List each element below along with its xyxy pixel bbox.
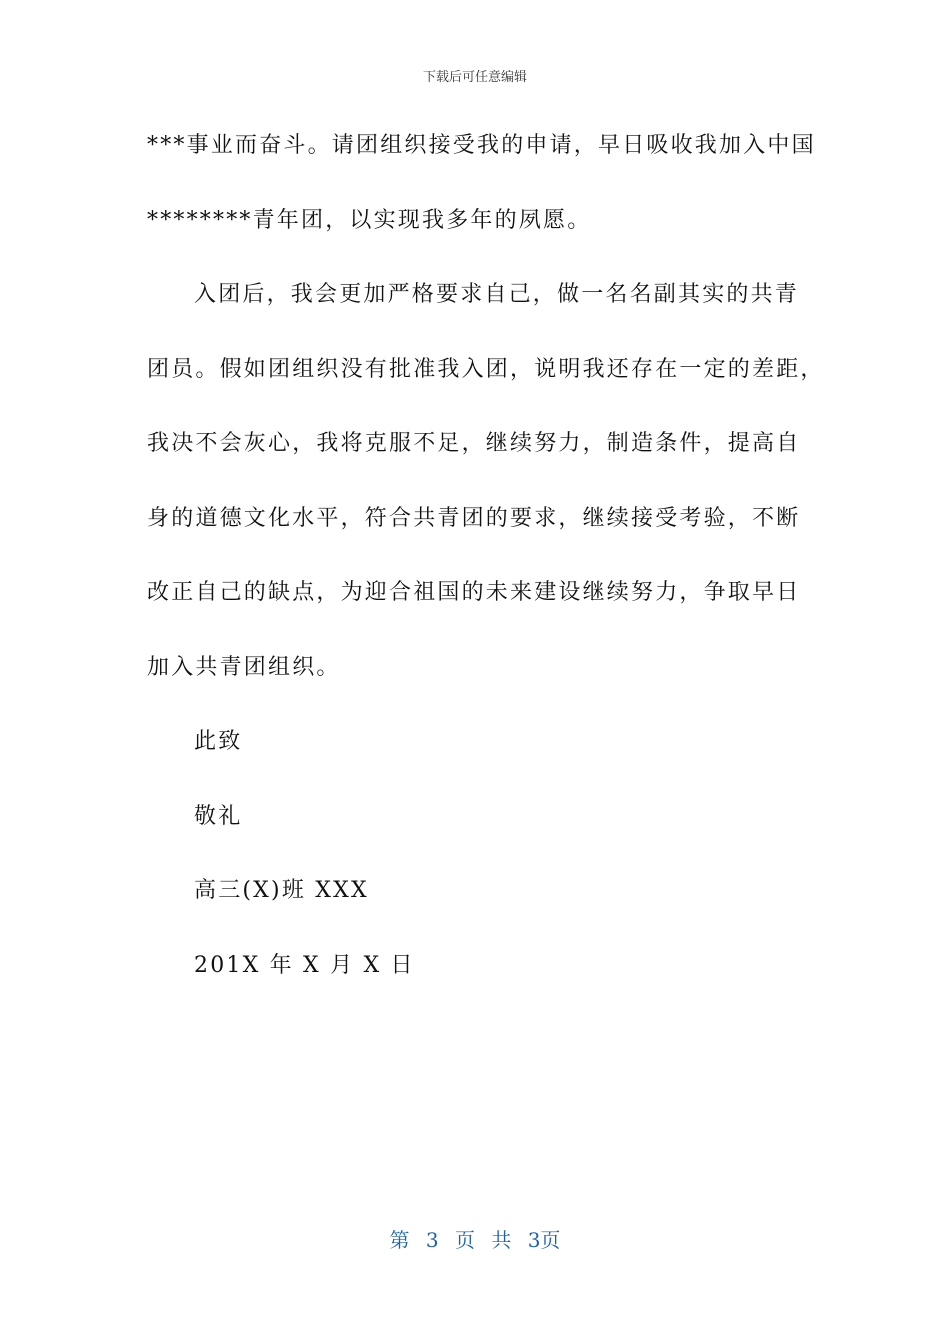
page-number: 第 3 页 共 3页 bbox=[389, 1228, 561, 1252]
paragraph-line: 团员。假如团组织没有批准我入团，说明我还存在一定的差距， bbox=[147, 356, 825, 382]
paragraph-line: 我决不会灰心，我将克服不足，继续努力，制造条件，提高自 bbox=[147, 431, 801, 456]
paragraph-line: 加入共青团组织。 bbox=[147, 654, 341, 680]
paragraph-line: 身的道德文化水平，符合共青团的要求，继续接受考验，不断 bbox=[147, 505, 801, 531]
header-note: 下载后可任意编辑 bbox=[422, 70, 527, 85]
signature: 高三(X)班 XXX bbox=[194, 878, 369, 903]
paragraph-line: 改正自己的缺点，为迎合祖国的未来建设继续努力，争取早日 bbox=[147, 580, 801, 605]
letter-body bbox=[147, 124, 825, 1018]
date: 201X 年 X 月 X 日 bbox=[194, 952, 415, 978]
closing-regards: 敬礼 bbox=[194, 803, 243, 829]
paragraph-line: 入团后，我会更加严格要求自己，做一名名副其实的共青 bbox=[194, 282, 800, 307]
closing-salutation: 此致 bbox=[194, 729, 243, 754]
paragraph-line: ***事业而奋斗。请团组织接受我的申请，早日吸收我加入中国 bbox=[147, 133, 816, 158]
paragraph-line: ********青年团，以实现我多年的夙愿。 bbox=[147, 207, 592, 233]
